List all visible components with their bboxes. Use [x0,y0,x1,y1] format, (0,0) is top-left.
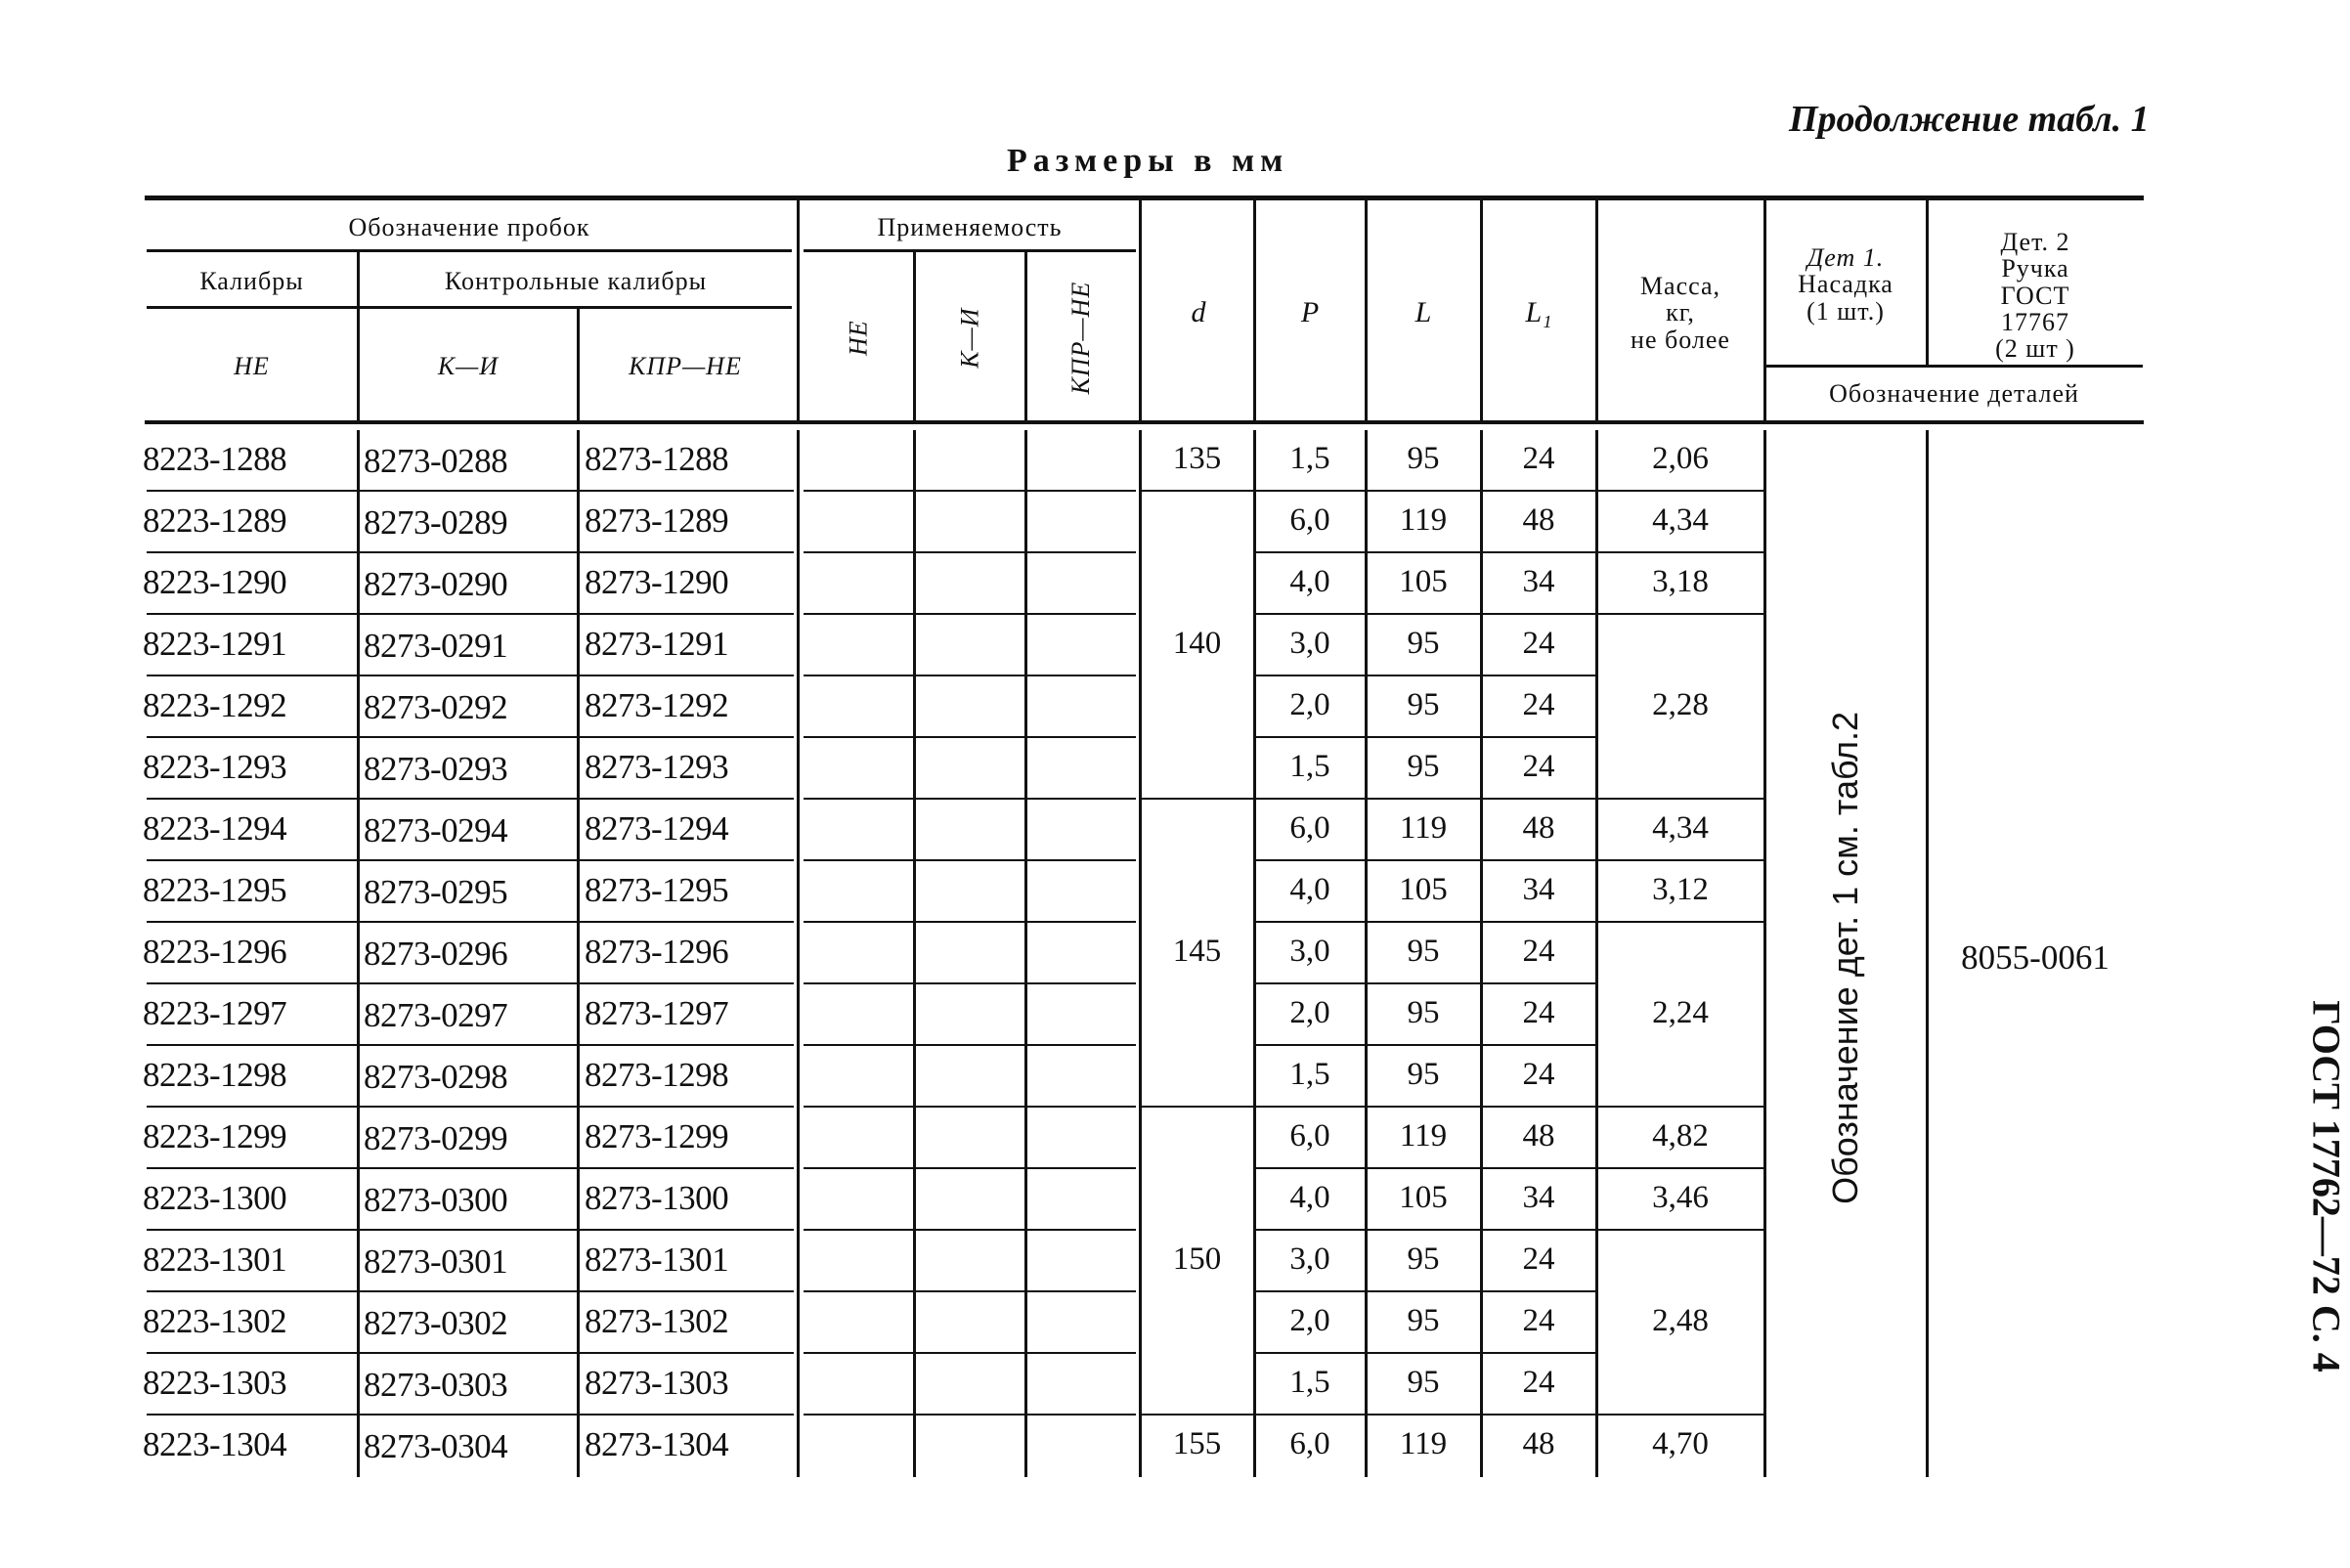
cell-l1: 24 [1522,934,1555,970]
row-rule [147,490,577,492]
cell-l1: 24 [1522,749,1555,785]
cell-k-i: 8273-0303 [364,1366,508,1404]
header-oboznachenie-probok: Обозначение пробок [348,212,590,241]
cell-l: 95 [1407,995,1440,1031]
row-rule [147,1167,577,1169]
row-rule [579,921,794,923]
cell-ne: 8223-1296 [143,933,287,971]
row-rule [804,798,1136,800]
row-rule [579,490,794,492]
header-k-i: К—И [437,352,500,381]
row-rule [579,551,794,553]
cell-massa: 3,46 [1652,1180,1709,1216]
row-rule [147,675,577,676]
body-divider [913,430,916,1477]
row-rule [579,1414,794,1416]
row-rule [147,1352,577,1354]
cell-d: 135 [1172,441,1222,477]
cell-k-i: 8273-0291 [364,627,508,665]
cell-l1: 24 [1522,1303,1555,1339]
row-rule [804,982,1136,984]
cell-p: 4,0 [1289,1180,1330,1216]
row-rule [147,798,577,800]
header-kontrolnye-kalibry: Контрольные калибры [444,267,708,296]
cell-k-i: 8273-0289 [364,503,508,542]
cell-d: 150 [1172,1241,1222,1278]
cell-p: 3,0 [1289,626,1330,662]
header-prim-kpr-ne: КПР—НЕ [1066,282,1096,395]
cell-l1: 34 [1522,872,1555,908]
cell-l: 119 [1399,1118,1448,1154]
cell-p: 2,0 [1289,995,1330,1031]
row-rule [579,1106,794,1108]
cell-k-i: 8273-0294 [364,811,508,849]
cell-l: 105 [1399,1180,1448,1216]
row-rule [804,921,1136,923]
header-massa: Масса, кг, не более [1631,272,1730,354]
row-rule [804,736,1136,738]
cell-p: 1,5 [1289,1057,1330,1093]
row-rule [804,1290,1136,1292]
cell-ne: 8223-1294 [143,809,287,848]
cell-k-i: 8273-0302 [364,1304,508,1342]
det1-note: Обозначение дет. 1 см. табл.2 [1825,712,1866,1204]
row-rule [804,1229,1136,1231]
cell-l1: 24 [1522,687,1555,723]
cell-kpr-ne: 8273-1299 [585,1117,729,1155]
cell-ne: 8223-1304 [143,1425,287,1463]
row-rule [579,798,794,800]
cell-k-i: 8273-0295 [364,873,508,911]
cell-l: 95 [1407,441,1440,477]
cell-ne: 8223-1288 [143,440,287,478]
cell-k-i: 8273-0299 [364,1119,508,1157]
cell-ne: 8223-1302 [143,1302,287,1340]
cell-l: 95 [1407,1241,1440,1278]
cell-p: 6,0 [1289,810,1330,847]
header-ne: НЕ [234,352,270,381]
cell-k-i: 8273-0304 [364,1427,508,1465]
cell-kpr-ne: 8273-1304 [585,1425,729,1463]
cell-ne: 8223-1299 [143,1117,287,1155]
cell-l1: 48 [1522,1118,1555,1154]
row-rule [579,1290,794,1292]
header-prim-ne: НЕ [844,320,873,357]
cell-l: 95 [1407,749,1440,785]
cell-kpr-ne: 8273-1288 [585,440,729,478]
cell-p: 6,0 [1289,1118,1330,1154]
cell-kpr-ne: 8273-1296 [585,933,729,971]
header-kalibry: Калибры [199,267,304,296]
units-title: Размеры в мм [1007,143,1289,179]
cell-l: 105 [1399,872,1448,908]
row-rule [147,1106,577,1108]
header-det2: Дет. 2 Ручка ГОСТ 17767 (2 шт ) [1995,228,2075,364]
cell-kpr-ne: 8273-1300 [585,1179,729,1217]
row-rule [804,1044,1136,1046]
continuation-title: Продолжение табл. 1 [1789,99,2150,140]
header-p: P [1300,296,1320,329]
row-rule [147,551,577,553]
cell-kpr-ne: 8273-1302 [585,1302,729,1340]
cell-k-i: 8273-0293 [364,750,508,788]
cell-k-i: 8273-0297 [364,996,508,1034]
cell-k-i: 8273-0290 [364,565,508,603]
cell-k-i: 8273-0300 [364,1181,508,1219]
cell-kpr-ne: 8273-1303 [585,1364,729,1402]
row-rule [147,1414,577,1416]
header-rule [147,249,792,252]
cell-k-i: 8273-0288 [364,442,508,480]
cell-l: 105 [1399,564,1448,600]
cell-l1: 34 [1522,564,1555,600]
header-kpr-ne: КПР—НЕ [629,352,742,381]
row-rule [147,613,577,615]
cell-kpr-ne: 8273-1293 [585,748,729,786]
cell-massa: 3,18 [1652,564,1709,600]
body-divider [797,430,800,1477]
cell-massa: 2,24 [1652,995,1709,1031]
cell-ne: 8223-1295 [143,871,287,909]
cell-l1: 24 [1522,995,1555,1031]
cell-d: 145 [1172,934,1222,970]
cell-l: 119 [1399,1426,1448,1462]
cell-l1: 24 [1522,441,1555,477]
cell-kpr-ne: 8273-1290 [585,563,729,601]
row-rule [579,1044,794,1046]
cell-k-i: 8273-0301 [364,1242,508,1281]
det2-value: 8055-0061 [1961,937,2110,977]
cell-p: 2,0 [1289,687,1330,723]
cell-p: 1,5 [1289,1365,1330,1401]
row-rule [579,675,794,676]
header-d: d [1191,296,1206,329]
cell-l1: 34 [1522,1180,1555,1216]
cell-kpr-ne: 8273-1295 [585,871,729,909]
cell-massa: 2,48 [1652,1303,1709,1339]
cell-d: 155 [1172,1426,1222,1462]
header-prim-k-i: К—И [955,307,984,370]
row-rule [804,1414,1136,1416]
header-divider [797,196,800,420]
cell-kpr-ne: 8273-1301 [585,1241,729,1279]
row-rule [147,1229,577,1231]
row-rule [579,982,794,984]
cell-kpr-ne: 8273-1289 [585,501,729,540]
row-rule [579,1229,794,1231]
cell-kpr-ne: 8273-1297 [585,994,729,1032]
cell-l1: 24 [1522,1365,1555,1401]
cell-massa: 3,12 [1652,872,1709,908]
row-rule [804,1106,1136,1108]
body-divider [1024,430,1027,1477]
row-rule [147,859,577,861]
header-divider [1139,196,1142,420]
cell-l1: 48 [1522,502,1555,539]
cell-ne: 8223-1293 [143,748,287,786]
cell-ne: 8223-1290 [143,563,287,601]
cell-l: 119 [1399,502,1448,539]
side-label: ГОСТ 17762—72 С. 4 [2304,1000,2349,1372]
row-rule [579,859,794,861]
row-rule [804,490,1136,492]
cell-massa: 2,06 [1652,441,1709,477]
cell-kpr-ne: 8273-1294 [585,809,729,848]
cell-k-i: 8273-0292 [364,688,508,726]
cell-l: 95 [1407,1365,1440,1401]
row-rule [804,613,1136,615]
cell-p: 6,0 [1289,502,1330,539]
row-rule [579,1352,794,1354]
cell-p: 4,0 [1289,872,1330,908]
cell-d: 140 [1172,626,1222,662]
row-rule [804,1352,1136,1354]
header-det1: Дет 1. Насадка (1 шт.) [1798,243,1893,326]
row-rule [147,921,577,923]
row-rule [147,1290,577,1292]
cell-l1: 48 [1522,1426,1555,1462]
cell-p: 2,0 [1289,1303,1330,1339]
cell-k-i: 8273-0298 [364,1058,508,1096]
header-bottom-rule [145,420,2144,424]
cell-ne: 8223-1298 [143,1056,287,1094]
cell-massa: 4,70 [1652,1426,1709,1462]
row-rule [804,675,1136,676]
cell-l: 95 [1407,1303,1440,1339]
header-l1: L₁ [1525,296,1552,329]
cell-p: 1,5 [1289,441,1330,477]
row-rule [579,1167,794,1169]
cell-p: 4,0 [1289,564,1330,600]
cell-l1: 24 [1522,1241,1555,1278]
row-rule [147,736,577,738]
cell-massa: 2,28 [1652,687,1709,723]
cell-kpr-ne: 8273-1298 [585,1056,729,1094]
header-primenyaemost: Применяемость [877,212,1063,241]
cell-l1: 24 [1522,1057,1555,1093]
row-rule [804,1167,1136,1169]
body-divider [357,430,360,1477]
cell-ne: 8223-1300 [143,1179,287,1217]
cell-l1: 48 [1522,810,1555,847]
cell-ne: 8223-1292 [143,686,287,724]
cell-l: 119 [1399,810,1448,847]
header-l: L [1414,296,1432,329]
cell-p: 6,0 [1289,1426,1330,1462]
cell-massa: 4,34 [1652,502,1709,539]
row-rule [579,613,794,615]
header-oboznachenie-detaley: Обозначение деталей [1829,379,2079,409]
cell-l: 95 [1407,934,1440,970]
cell-l: 95 [1407,687,1440,723]
cell-ne: 8223-1289 [143,501,287,540]
cell-l: 95 [1407,1057,1440,1093]
cell-p: 3,0 [1289,934,1330,970]
cell-ne: 8223-1301 [143,1241,287,1279]
cell-l: 95 [1407,626,1440,662]
table-top-rule [145,196,2144,200]
body-divider [577,430,580,1477]
row-rule [579,736,794,738]
cell-kpr-ne: 8273-1291 [585,625,729,663]
row-rule [147,1044,577,1046]
cell-massa: 4,34 [1652,810,1709,847]
cell-p: 3,0 [1289,1241,1330,1278]
cell-ne: 8223-1291 [143,625,287,663]
cell-ne: 8223-1297 [143,994,287,1032]
row-rule [147,982,577,984]
cell-p: 1,5 [1289,749,1330,785]
cell-massa: 4,82 [1652,1118,1709,1154]
row-rule [804,551,1136,553]
cell-kpr-ne: 8273-1292 [585,686,729,724]
cell-ne: 8223-1303 [143,1364,287,1402]
cell-k-i: 8273-0296 [364,935,508,973]
cell-l1: 24 [1522,626,1555,662]
row-rule [804,859,1136,861]
header-rule [804,249,1136,252]
header-rule [1765,365,2143,368]
